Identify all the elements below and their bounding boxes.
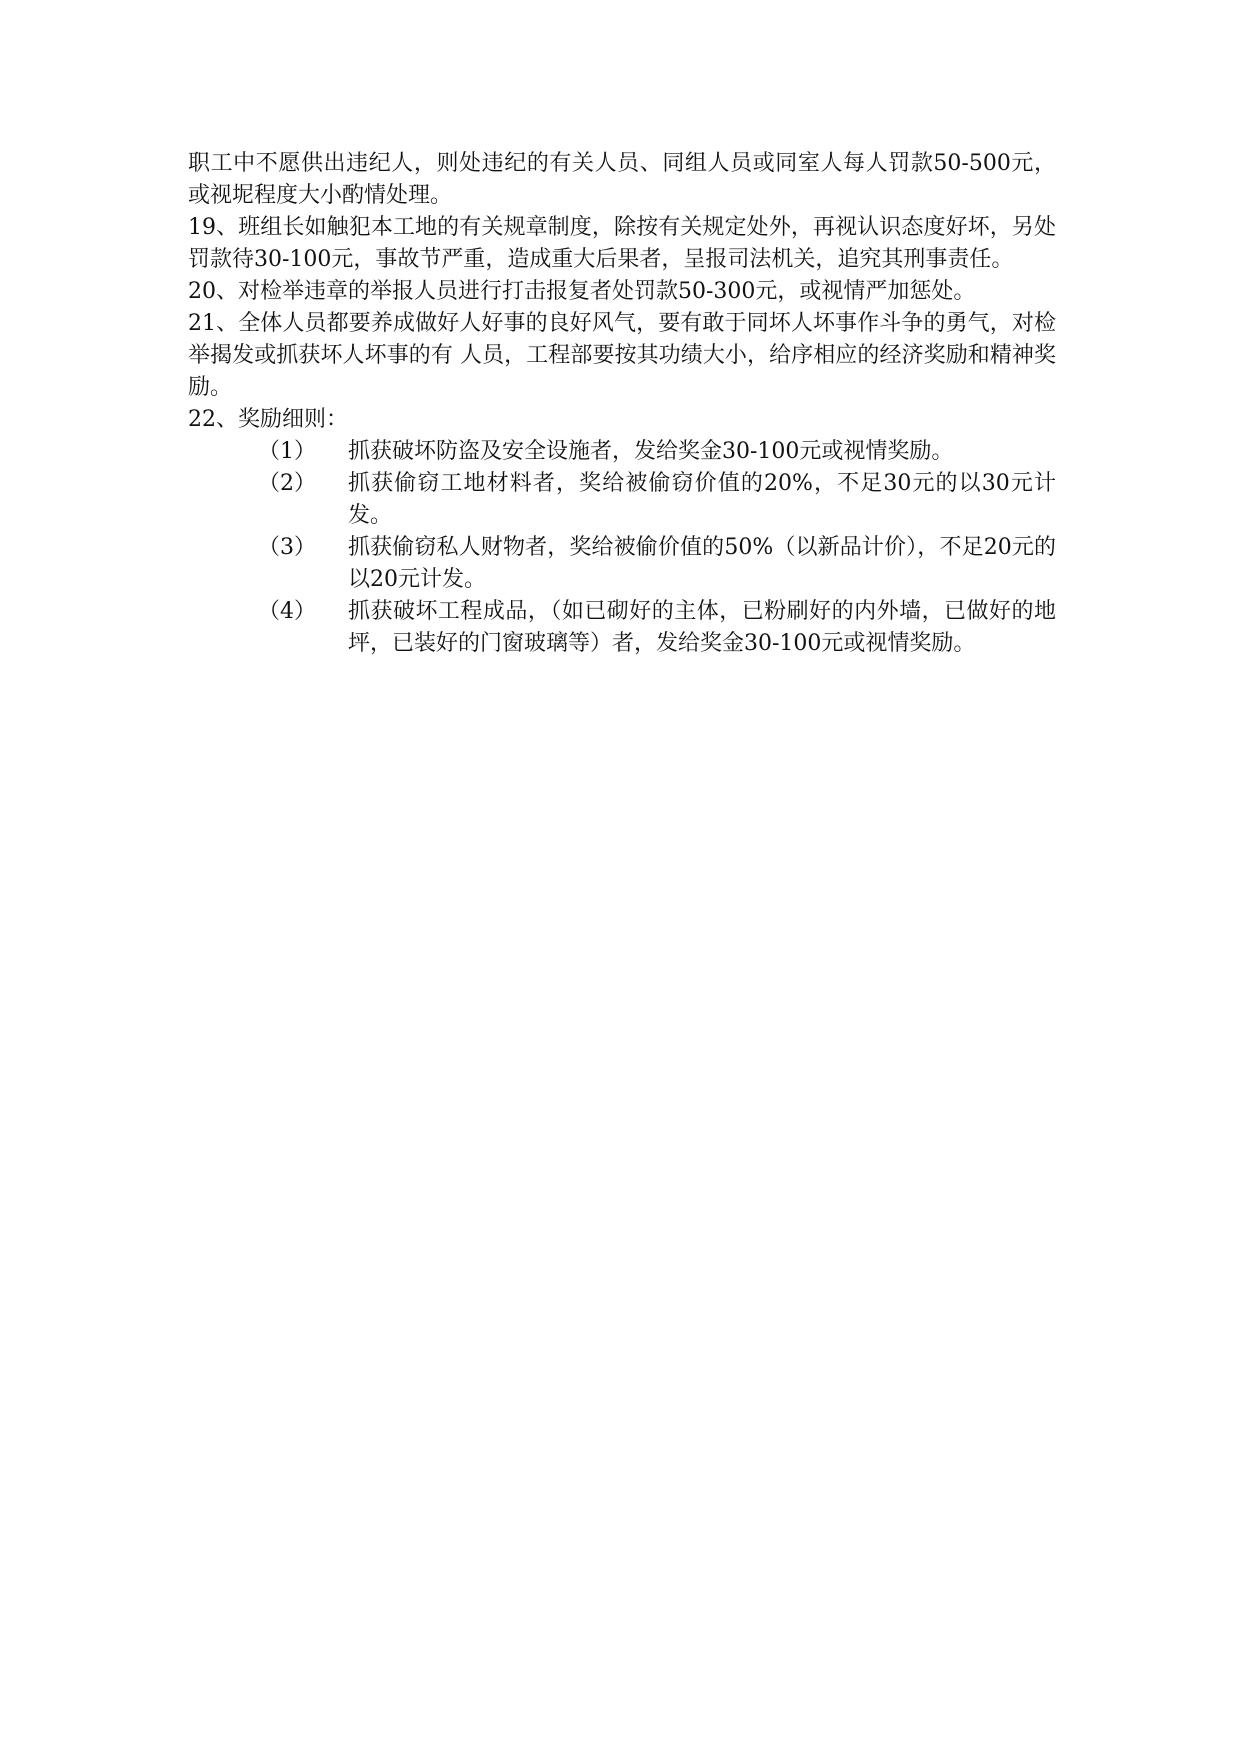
reward-item-text: 抓获破坏工程成品，（如已砌好的主体，已粉刷好的内外墙，已做好的地坪，已装好的门窗玻璃等）者，发给奖金30-100元或视情奖励。 <box>348 599 1056 656</box>
reward-item-number: （1） <box>258 439 316 464</box>
reward-item-number: （4） <box>258 599 316 624</box>
reward-item-number: （2） <box>258 471 316 496</box>
document-body <box>188 148 1056 660</box>
reward-item-text: 抓获偷窃工地材料者，奖给被偷窃价值的20%，不足30元的以30元计发。 <box>348 471 1056 528</box>
reward-item-text: 抓获破坏防盗及安全设施者，发给奖金30-100元或视情奖励。 <box>348 439 954 464</box>
paragraph-continued: 职工中不愿供出违纪人，则处违纪的有关人员、同组人员或同室人每人罚款50-500元，或视坭程度大小酌情处理。 <box>188 151 1056 208</box>
reward-item-2 <box>188 468 1056 532</box>
paragraph-20: 20、对检举违章的举报人员进行打击报复者处罚款50-300元，或视情严加惩处。 <box>188 279 976 304</box>
reward-item-number: （3） <box>258 535 316 560</box>
reward-item-4 <box>188 596 1056 660</box>
paragraph-22-heading: 22、奖励细则： <box>188 407 348 432</box>
reward-item-text: 抓获偷窃私人财物者，奖给被偷价值的50%（以新品计价），不足20元的以20元计发。 <box>348 535 1056 592</box>
reward-item-1 <box>188 436 1056 468</box>
reward-item-3 <box>188 532 1056 596</box>
paragraph-21: 21、全体人员都要养成做好人好事的良好风气，要有敢于同坏人坏事作斗争的勇气，对检举揭发或抓获坏人坏事的有 人员，工程部要按其功绩大小，给序相应的经济奖励和精神奖励。 <box>188 311 1056 400</box>
paragraph-19: 19、班组长如触犯本工地的有关规章制度，除按有关规定处外，再视认识态度好坏，另处罚款待30-100元，事故节严重，造成重大后果者，呈报司法机关，追究其刑事责任。 <box>188 215 1056 272</box>
